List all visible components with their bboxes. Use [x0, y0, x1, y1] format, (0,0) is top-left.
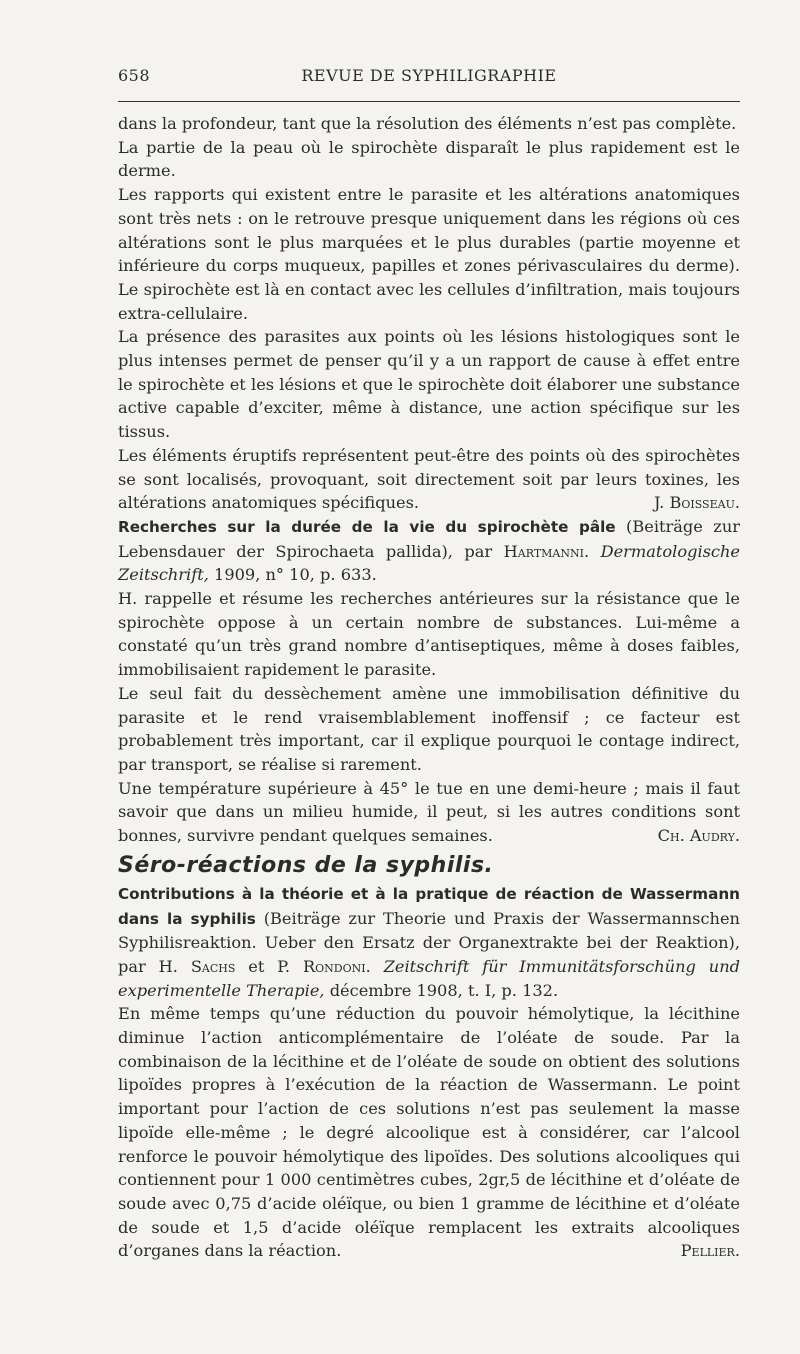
reference-author: Rondoni [302, 956, 366, 976]
reference-journal: Dermatologische Zeitschrift, [118, 541, 740, 585]
header-rule [118, 101, 740, 102]
reference-text: 1909, n° 10, p. 633. [208, 565, 377, 585]
author-signature: Ch. Audry. [657, 826, 740, 846]
paragraph: La partie de la peau où le spirochète disparaît le plus rapidement est le derme. [118, 137, 740, 181]
article-title: Recherches sur la durée de la vie du spirochète pâle [118, 517, 616, 536]
paragraph-text: En même temps qu’une réduction du pouvoir hémolytique, la lécithine diminue l’action anticomplémentaire de l’oléate de soude. Par la combinaison de la lécithine et de l’oléate de soude on obtient des solutions lipoïdes propres à l’exécution de la réaction de Wassermann. Le point important pour l’action de ces solutions n’est pas seulement la masse lipoïde elle-même ; le degré alcoolique est à considérer, car l’alcool renforce le pouvoir hémolytique des lipoïdes. Des solutions alcooliques qui contiennent pour 1 000 centimètres cubes, 2gr,5 de lécithine et d’oléate de soude avec 0,75 d’acide oléïque, ou bien 1 gramme de lécithine et d’oléate de soude et 1,5 d’acide oléïque remplacent les extraits alcooliques d’organes dans la réaction. [118, 1004, 740, 1261]
reference-journal: Zeitschrift für Immunitätsforschüng und experimentelle Therapie, [118, 956, 740, 1000]
paragraph: Les rapports qui existent entre le parasite et les altérations anatomiques sont très nets : on le retrouve presque uniquement dans les régions où ces altérations sont le plus marquées et le plus durables (partie moyenne et inférieure du corps muqueux, papilles et zones périvasculaires du derme). Le spirochète est là en contact avec les cellules d’infiltration, mais toujours extra-cellulaire. [118, 185, 740, 323]
paragraph: H. rappelle et résume les recherches antérieures sur la résistance que le spirochète oppose à un certain nombre de substances. Lui-même a constaté qu’un très grand nombre d’antiseptiques, même à doses faibles, immobilisaient rapidement le parasite. [118, 589, 740, 680]
reference-author: Sachs [190, 956, 236, 976]
paragraph-text: Les éléments éruptifs représentent peut-être des points où des spirochètes se sont localisés, provoquant, soit directement soit par leurs toxines, les altérations anatomiques spécifiques. [118, 445, 740, 513]
reference-author: Hartmanni [503, 541, 584, 561]
paragraph: La présence des parasites aux points où les lésions histologiques sont le plus intenses permet de penser qu’il y a un rapport de cause à effet entre le spirochète et les lésions et que le spirochète doit élaborer une substance active capable d’exciter, même à distance, une action spécifique sur les tissus. [118, 327, 740, 442]
running-header [118, 66, 740, 88]
article-title: Contributions à la théorie et à la pratique de réaction de Wassermann dans la syphilis [118, 884, 740, 928]
reference-text: . [365, 956, 384, 976]
paragraph: dans la profondeur, tant que la résolution des éléments n’est pas complète. [118, 114, 737, 133]
reference-text: . [583, 541, 601, 561]
page-body [118, 112, 740, 1263]
article-reference [118, 882, 740, 1003]
reference-text: (Beiträge zur Lebensdauer der Spirochaeta pallida), par [118, 516, 740, 561]
reference-text: et P. [235, 956, 303, 976]
reference-text: (Beiträge zur Theorie und Praxis der Wassermannschen Syphilisreaktion. Ueber den Ersatz der Organextrakte bei der Reaktion), par H. [118, 908, 740, 976]
paragraph-with-signature [118, 1002, 740, 1263]
reference-text: décembre 1908, t. I, p. 132. [324, 980, 559, 1000]
running-title: REVUE DE SYPHILIGRAPHIE [301, 66, 557, 85]
paragraph-with-signature [118, 444, 740, 515]
paragraph-text: Une température supérieure à 45° le tue en une demi-heure ; mais il faut savoir que dans un milieu humide, il peut, si les autres conditions sont bonnes, survivre pendant quelques semaines. [118, 778, 740, 846]
page-number: 658 [118, 66, 151, 85]
paragraph: Le seul fait du dessèchement amène une immobilisation définitive du parasite et le rend vraisemblablement inoffensif ; ce facteur est probablement très important, car il explique pourquoi le contage indirect, par transport, se réalise si rarement. [118, 683, 740, 774]
author-signature: Pellier. [680, 1241, 740, 1261]
article-reference [118, 515, 740, 587]
section-heading: Séro-réactions de la syphilis. [118, 852, 494, 878]
paragraph-with-signature [118, 777, 740, 848]
author-signature: J. Boisseau. [653, 493, 740, 513]
